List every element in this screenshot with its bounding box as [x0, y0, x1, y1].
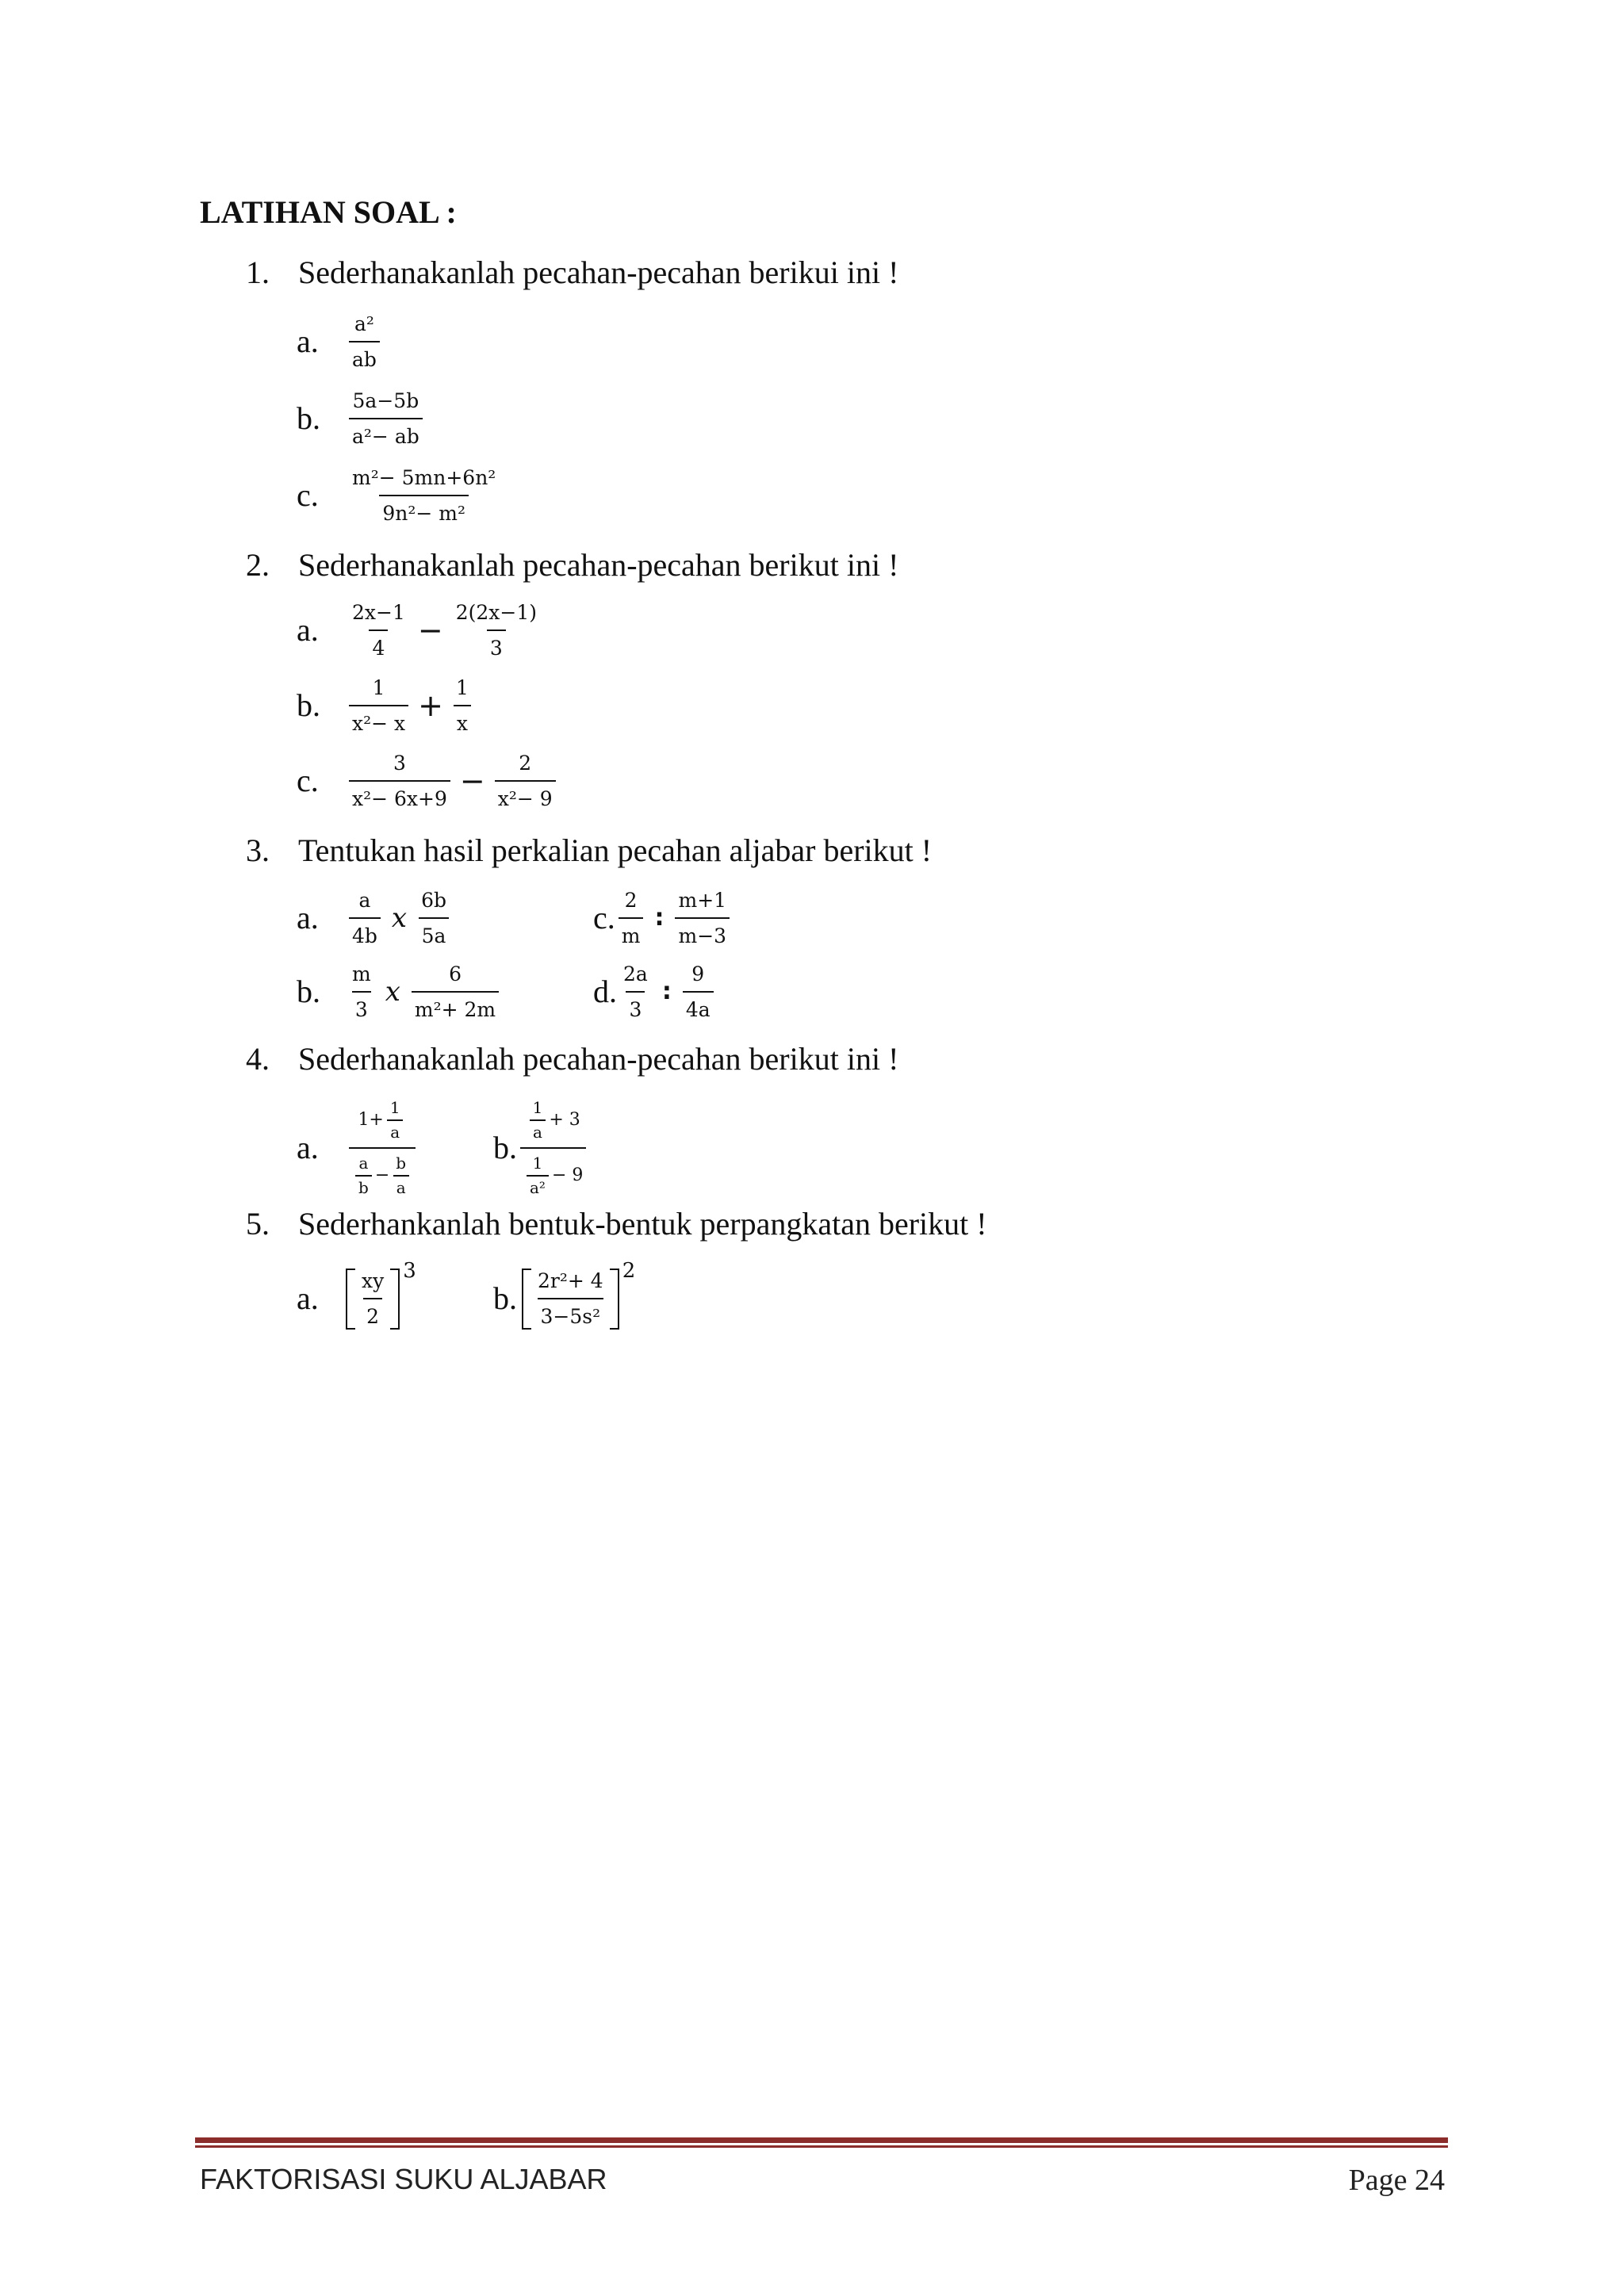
right-bracket — [390, 1269, 400, 1330]
fraction: $\frac{2a}{3}$ — [623, 962, 648, 1022]
q5-item-a — [297, 1259, 416, 1330]
fraction: $\frac{2}{\text{x²− 9}}$ — [495, 751, 556, 812]
fraction: $\frac{6b}{5a}$ — [418, 888, 450, 949]
question-1 — [246, 254, 899, 290]
item-label: a. — [297, 323, 319, 360]
left-bracket — [346, 1269, 355, 1330]
fraction: $\frac{a}{b}$ — [355, 1154, 372, 1198]
operator: x — [385, 976, 400, 1008]
fraction: $\frac{\text{m²− 5mn+6n²}}{\text{9n²− m²}}$ — [352, 466, 496, 526]
fraction: $\frac{1}{x}$ — [453, 675, 472, 737]
fraction: $\frac{m+1}{m-3}$ — [675, 888, 730, 949]
fraction: $\frac{1}{\text{a²}}$ — [527, 1154, 549, 1198]
question-4 — [246, 1043, 898, 1075]
q4-item-b — [493, 1098, 589, 1198]
fraction: $\frac{5a-5b}{\text{a²− ab}}$ — [349, 388, 423, 450]
q5-item-b — [493, 1259, 636, 1330]
fraction: $\frac{9}{4a}$ — [683, 962, 714, 1023]
operator: − — [417, 613, 443, 649]
q1-item-c — [297, 465, 502, 526]
item-label: d. — [593, 974, 617, 1010]
footer-rule-thin — [195, 2145, 1448, 2148]
fraction: $\frac{\text{2r²+ 4}}{\text{3−5s²}}$ — [538, 1269, 603, 1329]
fraction: $\frac{m}{3}$ — [352, 962, 371, 1022]
item-label: a. — [297, 612, 319, 649]
question-number: 4. — [246, 1041, 270, 1077]
question-text: Tentukan hasil perkalian pecahan aljabar berikut ! — [298, 832, 933, 868]
operator: : — [661, 978, 672, 1006]
question-text: Sederhanakanlah pecahan-pecahan berikui ini ! — [298, 254, 899, 290]
question-number: 1. — [246, 254, 270, 290]
right-bracket — [610, 1269, 619, 1330]
fraction: $\frac{b}{a}$ — [393, 1154, 409, 1198]
q3-item-d — [593, 962, 717, 1023]
footer-rule-thick — [195, 2137, 1448, 2143]
q3-item-b — [297, 962, 502, 1023]
item-label: b. — [297, 687, 320, 724]
q1-item-b — [297, 388, 426, 450]
q2-item-c — [297, 751, 559, 812]
operator: − — [459, 763, 485, 799]
q2-item-a — [297, 600, 543, 661]
bracketed-expression — [522, 1259, 636, 1330]
exponent: 2 — [622, 1259, 636, 1283]
fraction: $\frac{1}{a}$ — [387, 1098, 404, 1142]
item-label: c. — [297, 763, 319, 799]
question-2 — [246, 549, 898, 581]
complex-fraction: 1+ $\frac{1}{a}$ $\frac{a}{b}$ − $\frac{b}{a}$ — [349, 1098, 416, 1198]
item-label: a. — [297, 900, 319, 936]
footer-title: FAKTORISASI SUKU ALJABAR — [200, 2163, 607, 2195]
item-label: b. — [297, 974, 320, 1010]
fraction: $\frac{\text{a²}}{ab}$ — [349, 312, 380, 373]
operator: : — [654, 904, 665, 932]
item-label: a. — [297, 1130, 319, 1165]
page-heading: LATIHAN SOAL : — [200, 194, 457, 230]
fraction: $\frac{xy}{2}$ — [362, 1269, 385, 1329]
bracketed-expression — [346, 1259, 416, 1330]
q1-item-a — [297, 312, 383, 373]
left-bracket — [522, 1269, 531, 1330]
q2-item-b — [297, 675, 475, 737]
fraction: $\frac{3}{\text{x²− 6x+9}}$ — [349, 751, 450, 812]
question-5 — [246, 1208, 987, 1240]
fraction: $\frac{2(2x-1)}{3}$ — [455, 601, 537, 660]
fraction: $\frac{2x-1}{4}$ — [352, 601, 405, 660]
fraction: $\frac{a}{4b}$ — [349, 888, 381, 949]
q3-item-a — [297, 888, 453, 949]
question-text: Sederhankanlah bentuk-bentuk perpangkatan berikut ! — [298, 1206, 987, 1242]
fraction: $\frac{2}{m}$ — [619, 888, 644, 949]
question-3 — [246, 832, 933, 868]
operator: + — [418, 688, 443, 724]
page-number: Page 24 — [1348, 2164, 1445, 2197]
item-label: b. — [297, 400, 320, 437]
question-text: Sederhanakanlah pecahan-pecahan berikut ini ! — [298, 1041, 899, 1077]
question-number: 5. — [246, 1206, 270, 1242]
item-label: a. — [297, 1280, 319, 1317]
question-text: Sederhanakanlah pecahan-pecahan berikut ini ! — [298, 547, 899, 583]
q3-item-c — [593, 888, 733, 949]
operator: x — [391, 902, 408, 935]
item-label: b. — [493, 1130, 517, 1165]
q4-item-a — [297, 1098, 419, 1198]
complex-fraction: $\frac{1}{a}$ + 3 $\frac{1}{\text{a²}}$ − 9 — [520, 1098, 586, 1198]
item-label: c. — [297, 477, 319, 514]
question-number: 3. — [246, 832, 270, 868]
question-number: 2. — [246, 547, 270, 583]
exponent: 3 — [403, 1259, 416, 1283]
item-label: c. — [593, 900, 615, 936]
item-label: b. — [493, 1280, 517, 1317]
fraction: $\frac{1}{\text{x²− x}}$ — [349, 675, 408, 737]
fraction: $\frac{6}{\text{m²+ 2m}}$ — [412, 962, 499, 1023]
fraction: $\frac{1}{a}$ — [530, 1098, 546, 1142]
